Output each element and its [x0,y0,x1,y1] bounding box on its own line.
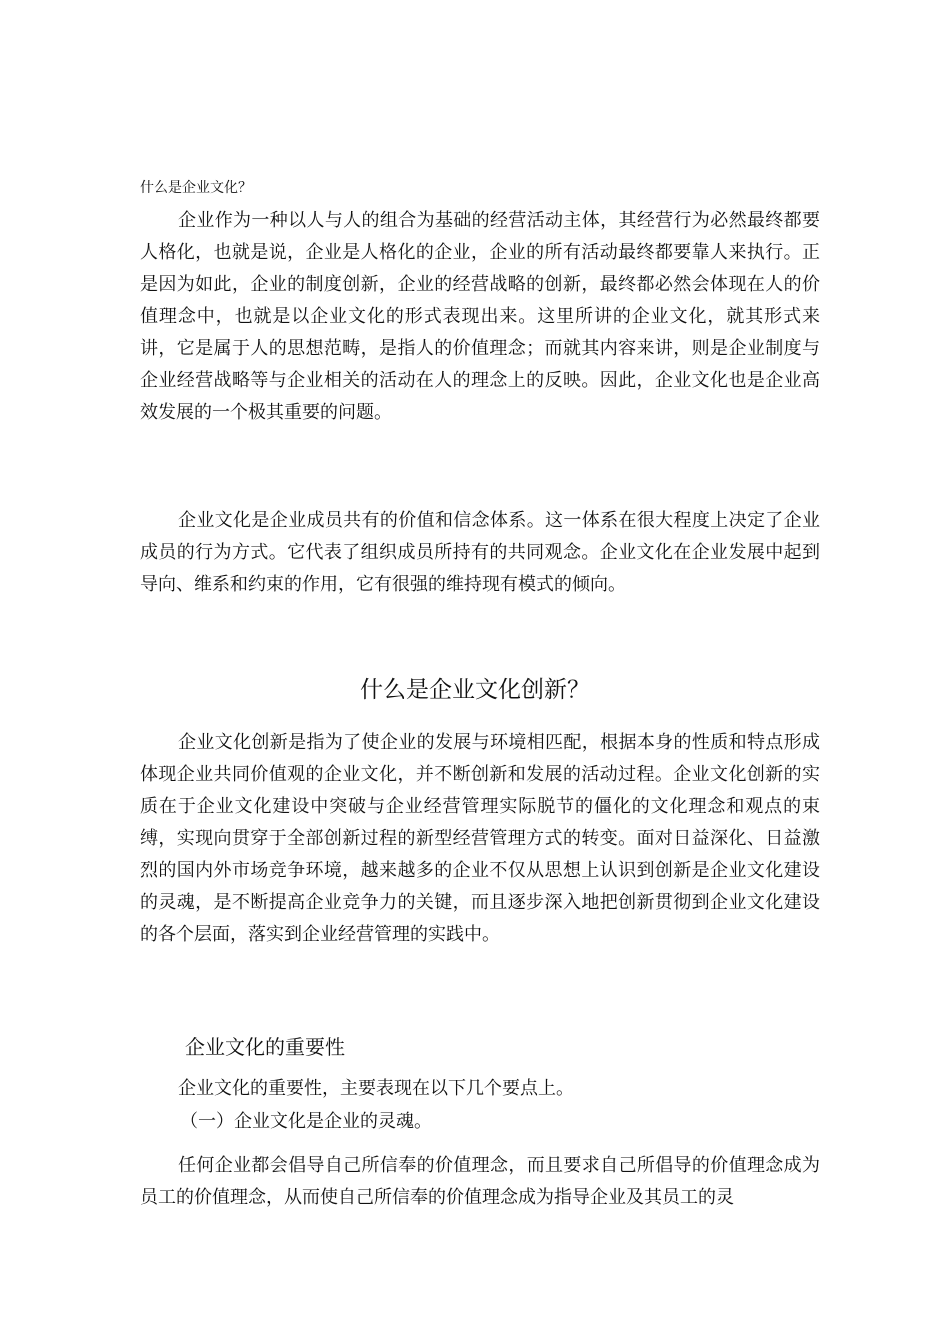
point-1: （一）企业文化是企业的灵魂。 [180,1111,432,1132]
center-heading: 什么是企业文化创新？ [360,677,590,703]
paragraph-3: 企业文化创新是指为了使企业的发展与环境相匹配，根据本身的性质和特点形成体现企业共同价值观的企业文化，并不断创新和发展的活动过程。企业文化创新的实质在于企业文化建设中突破与企业经营管理实际脱节的僵化的文化理念和观点的束缚，实现向贯穿于全部创新过程的新型经营管理方式的转变。面对日益深化、日益激烈的国内外市场竞争环境，越来越多的企业不仅从思想上认识到创新是企业文化建设的灵魂，是不断提高企业竞争力的关键，而且逐步深入地把创新贯彻到企业文化建设的各个层面，落实到企业经营管理的实践中。 [140,732,820,945]
paragraph-4: 任何企业都会倡导自己所信奉的价值理念，而且要求自己所倡导的价值理念成为员工的价值理念，从而使自己所信奉的价值理念成为指导企业及其员工的灵 [140,1155,820,1208]
small-heading: 什么是企业文化？ [140,180,252,196]
paragraph-2: 企业文化是企业成员共有的价值和信念体系。这一体系在很大程度上决定了企业成员的行为方式。它代表了组织成员所持有的共同观念。企业文化在企业发展中起到导向、维系和约束的作用，它有很强的维持现有模式的倾向。 [140,510,820,595]
intro-line: 企业文化的重要性，主要表现在以下几个要点上。 [178,1078,574,1099]
section-heading: 企业文化的重要性 [185,1035,345,1059]
paragraph-1: 企业作为一种以人与人的组合为基础的经营活动主体，其经营行为必然最终都要人格化，也就是说，企业是人格化的企业，企业的所有活动最终都要靠人来执行。正是因为如此，企业的制度创新，企业的经营战略的创新，最终都必然会体现在人的价值理念中，也就是以企业文化的形式表现出来。这里所讲的企业文化，就其形式来讲，它是属于人的思想范畴，是指人的价值理念；而就其内容来讲，则是企业制度与企业经营战略等与企业相关的活动在人的理念上的反映。因此，企业文化也是企业高效发展的一个极其重要的问题。 [140,210,820,423]
